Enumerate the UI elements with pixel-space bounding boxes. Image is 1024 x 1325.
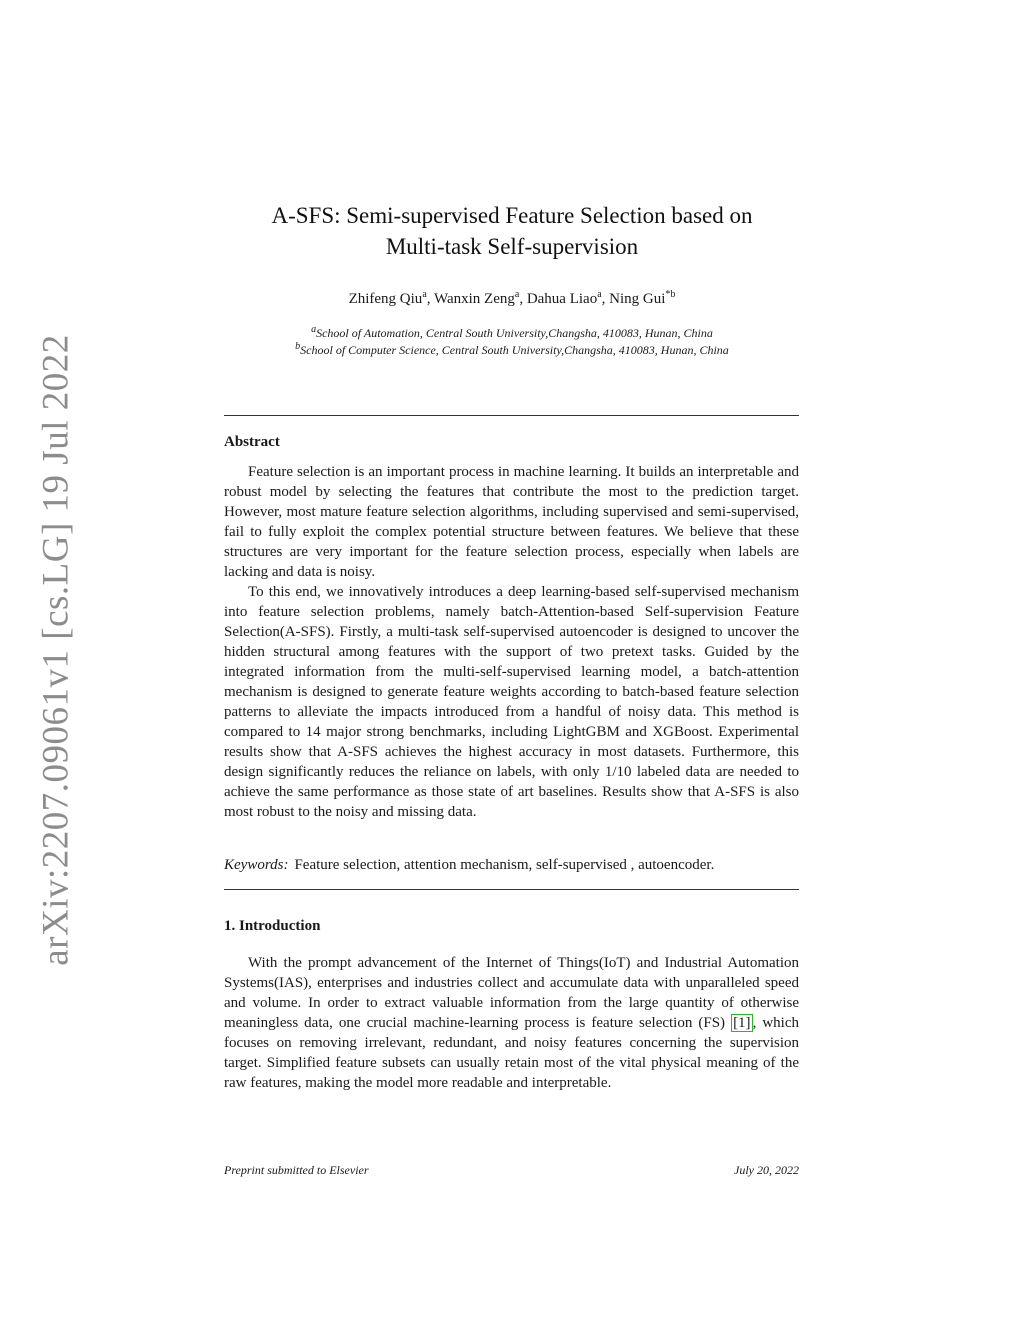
- keywords-text: Feature selection, attention mechanism, self-supervised , autoencoder.: [294, 857, 715, 873]
- introduction-body: [224, 953, 799, 1093]
- abstract-paragraph-2: To this end, we innovatively introduces a deep learning-based self-supervised mechanism into feature selection problems, namely batch-Attention-based Self-supervision Feature Selection(A-SFS). Firstly, a multi-task self-supervised autoencoder is designed to uncover the hidden structural among features with the support of two pretext tasks. Guided by the integrated information from the multi-self-supervised learning model, a batch-attention mechanism is designed to generate feature weights according to batch-based feature selection patterns to alleviate the impacts introduced from a handful of noisy data. This method is compared to 14 major strong benchmarks, including LightGBM and XGBoost. Experimental results show that A-SFS achieves the highest accuracy in most datasets. Furthermore, this design significantly reduces the reliance on labels, with only 1/10 labeled data are needed to achieve the same performance as those state of art baselines. Results show that A-SFS is also most robust to the noisy and missing data.: [224, 584, 799, 820]
- author-name: Zhifeng Qiu: [348, 291, 423, 307]
- intro-text-before-cite: With the prompt advancement of the Internet of Things(IoT) and Industrial Automation Systems(IAS), enterprises and industries collect and accumulate data with unparalleled speed and volume. In order to extract valuable information from the large quantity of otherwise meaningless data, one crucial machine-learning process is feature selection (FS): [224, 955, 799, 1031]
- author-affil-mark: a: [514, 289, 520, 300]
- footer-date: July 20, 2022: [734, 1163, 799, 1177]
- arxiv-identifier-stamp: arXiv:2207.09061v1 [cs.LG] 19 Jul 2022: [35, 334, 77, 966]
- affiliation-mark: a: [311, 324, 317, 335]
- author-affil-mark: a: [422, 289, 427, 300]
- author-list: Zhifeng Qiu$^a$, Wanxin Zeng$^a$, Dahua Liao$^a$, Ning Gui$^{*b}$: [348, 289, 676, 307]
- abstract-body: [224, 462, 799, 822]
- abstract-paragraph-1: Feature selection is an important process in machine learning. It builds an interpretable and robust model by selecting the features that contribute the most to the prediction target. However, most mature feature selection algorithms, including supervised and semi-supervised, fail to fully exploit the complex potential structure between features. We believe that these structures are very important for the feature selection process, especially when labels are lacking and data is noisy.: [224, 464, 799, 580]
- keywords-label: Keywords:: [224, 857, 289, 873]
- affiliation-b: [212, 342, 812, 358]
- title-line-1: A-SFS: Semi-supervised Feature Selection based on: [271, 203, 753, 228]
- paper-title: [212, 200, 812, 262]
- abstract-heading: Abstract: [224, 434, 280, 450]
- introduction-paragraph: [224, 953, 799, 1093]
- title-line-2: Multi-task Self-supervision: [385, 234, 639, 259]
- abstract-top-rule: [224, 415, 799, 416]
- author-name: Ning Gui: [609, 291, 666, 307]
- affiliation-text: School of Computer Science, Central South University,Changsha, 410083, Hunan, China: [300, 343, 729, 357]
- affiliation-text: School of Automation, Central South University,Changsha, 410083, Hunan, China: [316, 326, 713, 340]
- author-affil-mark: a: [597, 289, 602, 300]
- author-name: Dahua Liao: [526, 291, 598, 307]
- abstract-bottom-rule: [224, 889, 799, 890]
- citation-link[interactable]: [1]: [733, 1015, 751, 1031]
- footer-preprint-note: Preprint submitted to Elsevier: [224, 1163, 369, 1177]
- affiliation-mark: b: [295, 341, 301, 352]
- keywords-line: [224, 855, 799, 875]
- section-heading-introduction: 1. Introduction: [224, 918, 321, 934]
- intro-text-after-cite: , which focuses on removing irrelevant, redundant, and noisy features concerning the supervision target. Simplified feature subsets can usually retain most of the vital physical meaning of the raw features, making the model more readable and interpretable.: [224, 1015, 799, 1091]
- author-affil-mark: *b: [665, 289, 676, 300]
- affiliation-a: [212, 325, 812, 341]
- author-name: Wanxin Zeng: [434, 291, 515, 307]
